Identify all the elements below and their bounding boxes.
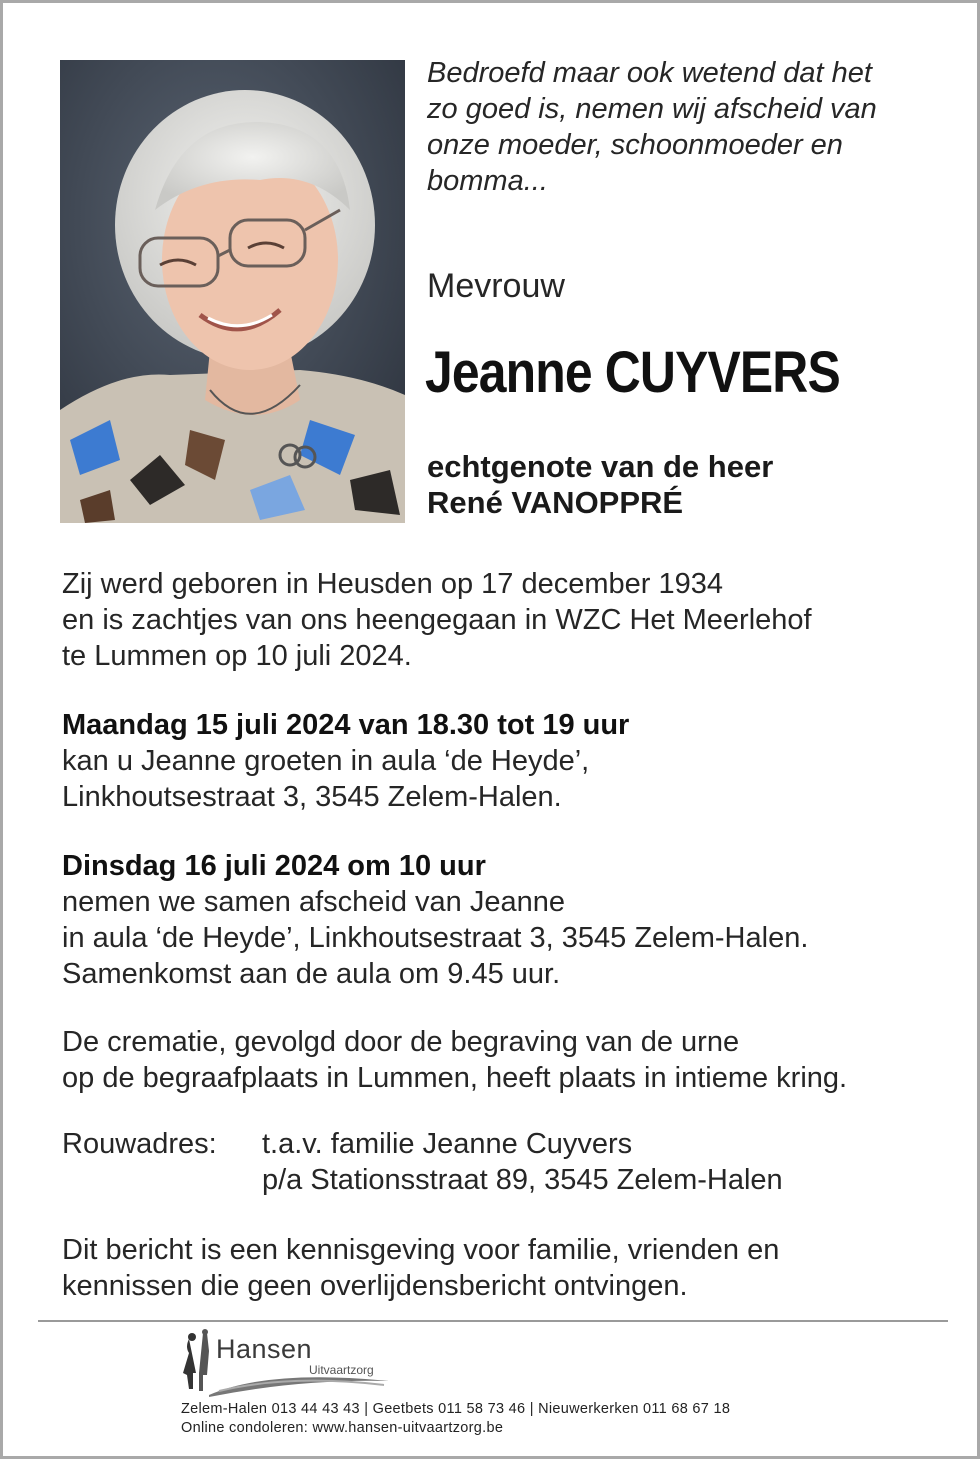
text-line: op de begraafplaats in Lummen, heeft plaats in intieme kring. xyxy=(62,1062,848,1094)
quote-line: onze moeder, schoonmoeder en xyxy=(427,129,843,161)
quote-line: bomma... xyxy=(427,165,548,197)
farewell-info xyxy=(62,848,942,992)
mourning-address xyxy=(62,1126,942,1198)
spouse-line: echtgenote van de heer xyxy=(427,449,774,484)
text-line: en is zachtjes van ons heengegaan in WZC Het Meerlehof xyxy=(62,604,812,636)
text-line: Zij werd geboren in Heusden op 17 december 1934 xyxy=(62,568,723,600)
text-line: te Lummen op 10 juli 2024. xyxy=(62,640,412,672)
visitation-info xyxy=(62,707,942,815)
text-line: nemen we samen afscheid van Jeanne xyxy=(62,886,565,918)
address-label: Rouwadres: xyxy=(62,1128,217,1160)
text-line: kan u Jeanne groeten in aula ‘de Heyde’, xyxy=(62,745,590,777)
logo-name: Hansen xyxy=(216,1334,313,1364)
opening-quote xyxy=(427,55,947,199)
title-prefix: Mevrouw xyxy=(427,267,565,305)
funeral-home-logo xyxy=(179,1329,399,1397)
text-line: in aula ‘de Heyde’, Linkhoutsestraat 3, 3545 Zelem-Halen. xyxy=(62,922,809,954)
logo-subtitle: Uitvaartzorg xyxy=(309,1363,374,1377)
footer-condolences[interactable]: Online condoleren: www.hansen-uitvaartzorg.be xyxy=(181,1420,504,1436)
text-line: Dit bericht is een kennisgeving voor familie, vrienden en xyxy=(62,1234,780,1266)
birth-death-info xyxy=(62,566,942,674)
text-line: kennissen die geen overlijdensbericht ontvingen. xyxy=(62,1270,688,1302)
address-line: p/a Stationsstraat 89, 3545 Zelem-Halen xyxy=(262,1164,783,1196)
text-line: De crematie, gevolgd door de begraving van de urne xyxy=(62,1026,740,1058)
footer-divider xyxy=(38,1320,948,1322)
deceased-name: Jeanne CUYVERS xyxy=(425,340,840,405)
quote-line: Bedroefd maar ook wetend dat het xyxy=(427,57,872,89)
notice-text xyxy=(62,1232,942,1304)
farewell-heading: Dinsdag 16 juli 2024 om 10 uur xyxy=(62,850,486,882)
spouse-info xyxy=(427,449,773,521)
address-line: t.a.v. familie Jeanne Cuyvers xyxy=(262,1128,633,1160)
footer-contact xyxy=(181,1400,730,1438)
quote-line: zo goed is, nemen wij afscheid van xyxy=(427,93,877,125)
portrait-photo xyxy=(60,60,405,523)
footer-phones: Zelem-Halen 013 44 43 43 | Geetbets 011 58 73 46 | Nieuwerkerken 011 68 67 18 xyxy=(181,1401,731,1417)
spouse-name: René VANOPPRÉ xyxy=(427,485,684,520)
visitation-heading: Maandag 15 juli 2024 van 18.30 tot 19 uur xyxy=(62,709,630,741)
cremation-info xyxy=(62,1024,942,1096)
text-line: Samenkomst aan de aula om 9.45 uur. xyxy=(62,958,561,990)
text-line: Linkhoutsestraat 3, 3545 Zelem-Halen. xyxy=(62,781,562,813)
